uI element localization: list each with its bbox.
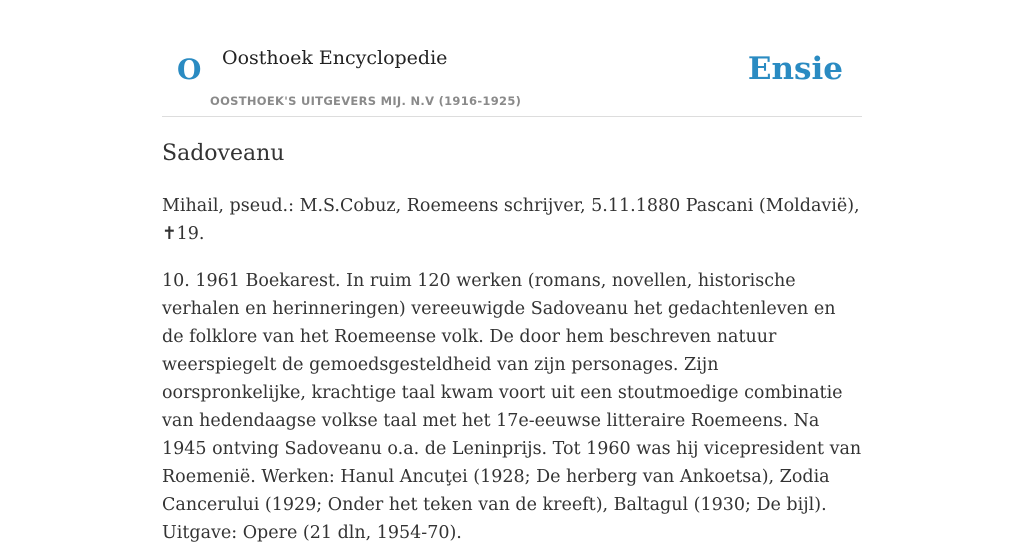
entry-paragraph: Mihail, pseud.: M.S.Cobuz, Roemeens schrijver, 5.11.1880 Pascani (Moldavië), ✝19. (162, 196, 860, 244)
publication-header (162, 0, 862, 117)
publication-title[interactable]: Oosthoek Encyclopedie (222, 47, 448, 69)
entry-paragraph: 10. 1961 Boekarest. In ruim 120 werken (romans, novellen, historische verhalen en herinneringen) vereeuwigde Sadoveanu het gedachtenleven en de folklore van het Roemeense volk. De door hem beschreven natuur weerspiegelt de gemoedsgesteldheid van zijn personages. Zijn oorspronkelijke, krachtige taal kwam voort uit een stoutmoedige combinatie van hedendaagse volkse taal met het 17e-eeuwse litteraire Roemeens. Na 1945 ontving Sadoveanu o.a. de Leninprijs. Tot 1960 was hij vicepresident van Roemenië. Werken: Hanul Ancuţei (1928; De herberg van Ankoetsa), Zodia Cancerului (1929; Onder het teken van de kreeft), Baltagul (1930; De bijl). Uitgave: Opere (21 dln, 1954-70). (162, 271, 862, 543)
publisher-name: OOSTHOEK'S UITGEVERS MIJ. N.V (1916-1925) (210, 94, 522, 108)
ensie-logo[interactable]: Ensie (747, 51, 843, 87)
publication-logo[interactable]: O (177, 53, 202, 86)
content-container (162, 0, 862, 543)
entry-title: Sadoveanu (162, 141, 285, 166)
